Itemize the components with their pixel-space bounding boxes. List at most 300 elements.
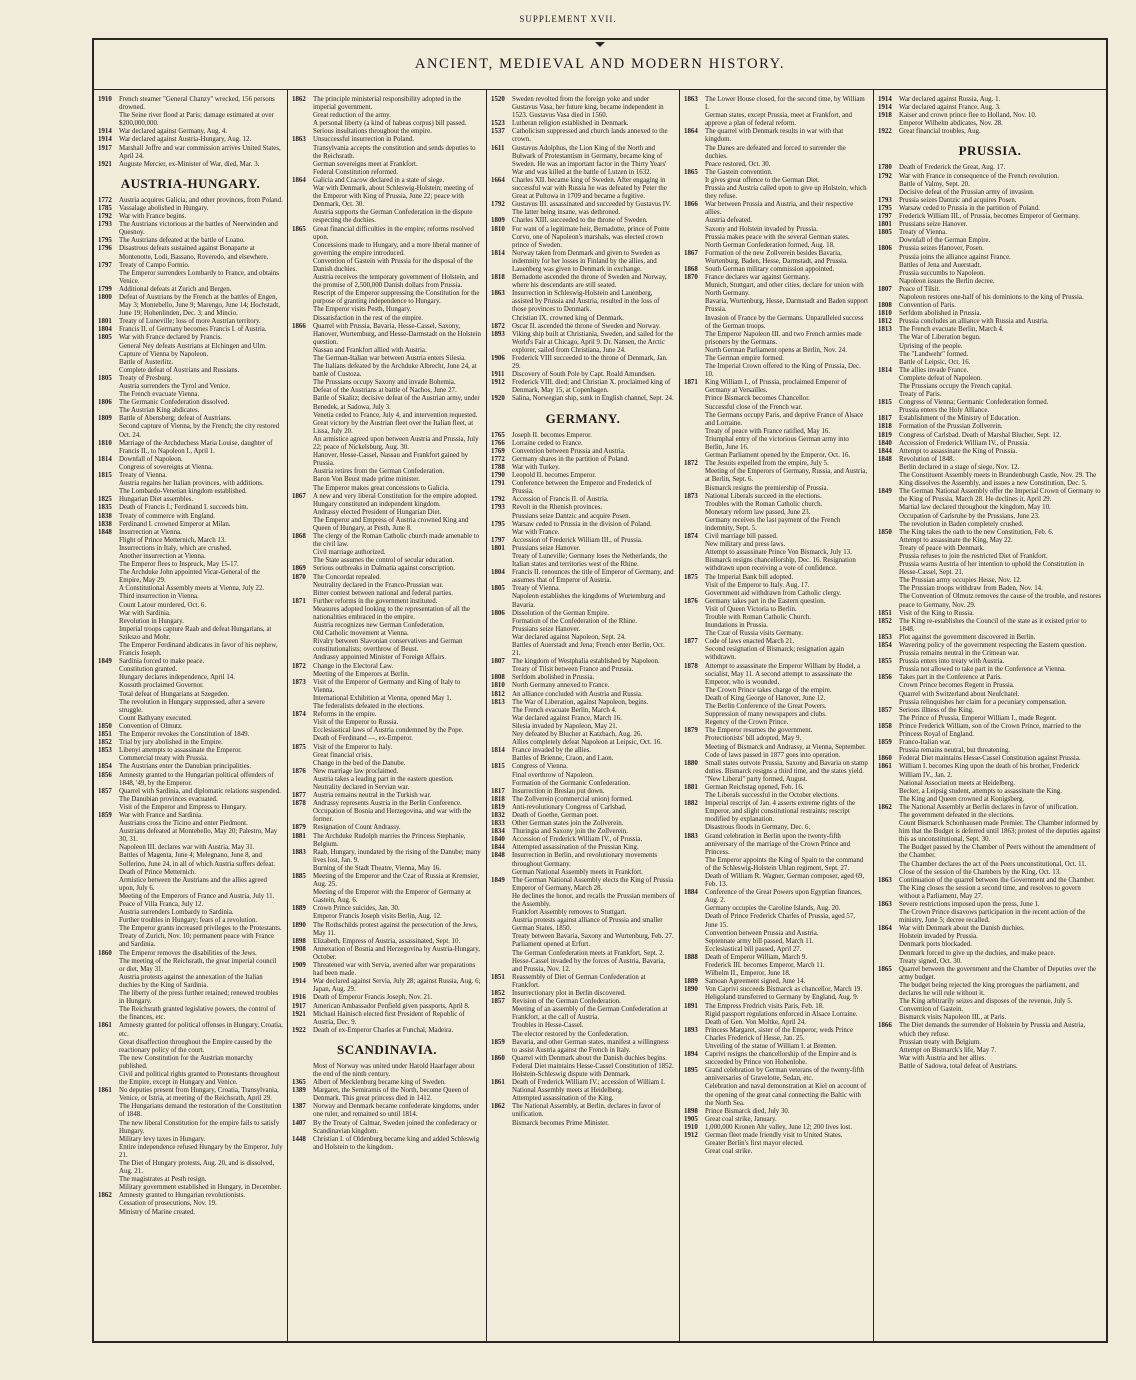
entry-year (684, 735, 705, 743)
history-entry (98, 464, 283, 472)
history-entry (684, 646, 869, 662)
entry-year: 1851 (878, 609, 892, 617)
history-entry (684, 857, 869, 873)
entry-year (684, 938, 705, 946)
history-entry (491, 974, 675, 990)
history-entry (292, 590, 482, 598)
entry-text: The Reichsrath granted legislative powers, the control of the finances, etc. (119, 1006, 276, 1022)
entry-year: 1838 (98, 512, 112, 520)
entry-year (292, 306, 313, 314)
entry-text: 1,000,000 Kronen Ahr valley, June 12; 200 lives lost. (705, 1123, 852, 1131)
history-entry (292, 582, 482, 590)
entry-text: The German National Assembly offer the Imperial Crown of Germany to the King of Prussia, March 28. He declines it, April 29. (899, 488, 1101, 504)
entry-year: 1792 (491, 201, 505, 209)
history-entry (684, 468, 869, 484)
entry-text: The King re-establishes the Council of the state as it existed prior to 1848. (899, 617, 1087, 633)
entry-text: Civil and political rights granted to Protestants throughout the Empire, except in Hungary and Venice. (119, 1070, 280, 1087)
entry-year (292, 654, 313, 662)
entry-text: The Gastein convention. (705, 168, 773, 176)
entry-year (292, 622, 313, 630)
entry-year: 1840 (878, 439, 892, 447)
entry-year (684, 913, 705, 929)
entry-year (878, 820, 899, 844)
entry-text: Visit of the Emperor to Italy. (313, 743, 393, 751)
entry-year (98, 828, 119, 844)
entry-text: Conference between the Emperor and Frederick of Prussia. (512, 480, 652, 496)
entry-text: Cessation of prosecutions, Nov. 19. (119, 1200, 217, 1208)
entry-text: The Danubian provinces evacuated. (119, 795, 218, 803)
entry-text: Anti-revolutionary Congress of Carlsbad. (512, 803, 627, 811)
history-entry (98, 1071, 283, 1087)
entry-text: General Ney defeats Austrians at Elchingen and Ulm. (119, 342, 267, 350)
column-3 (487, 90, 680, 1341)
entry-year (292, 476, 313, 484)
entry-year: 1863 (878, 901, 892, 908)
entry-text: The German-Italian war between Austria enters Silesia. (313, 355, 466, 362)
entry-year (98, 1184, 119, 1192)
history-entry (98, 585, 283, 593)
entry-text: Great reduction of the army. (313, 112, 391, 120)
entry-text: Second resignation of Bismarck; resignation again withdrawn. (705, 646, 845, 662)
history-entry (292, 598, 482, 606)
section-heading: GERMANY. (545, 410, 621, 426)
entry-year: 1863 (684, 96, 698, 103)
entry-text: Prussia warns Austria of her intention to uphold the Constitution in Hesse-Cassel, Sept. 21. (899, 561, 1084, 577)
history-entry (878, 666, 1102, 674)
entry-year: 1914 (878, 96, 892, 103)
history-entry (98, 666, 283, 674)
entry-text: Ministry of Marine created. (119, 1208, 196, 1216)
entry-text: The revolution in Hungary suppressed, after a severe struggle. (119, 698, 265, 714)
history-entry (878, 715, 1102, 723)
entry-year (878, 577, 899, 585)
entry-text: Change in the bed of the Danube. (313, 759, 406, 767)
entry-year (292, 760, 313, 768)
section-heading: SCANDINAVIA. (336, 1041, 438, 1057)
history-entry (878, 229, 1102, 237)
entry-text: The Seine river flood at Paris; damage estimated at over $200,000,000. (119, 112, 274, 128)
history-entry (491, 634, 675, 642)
entry-text: Convention of Gastein with Prussia for the disposal of the Danish duchies. (313, 257, 473, 273)
entry-text: Emperor Francis Joseph visits Berlin, Aug. 12. (313, 913, 442, 921)
entry-year (878, 391, 899, 399)
history-entry (684, 112, 869, 128)
history-entry (491, 828, 675, 836)
history-entry (292, 509, 482, 517)
entry-text: Quarrel with Sardinia, and diplomatic relations suspended. (119, 787, 281, 795)
entry-text: Constitution granted. (119, 666, 178, 674)
entry-year (878, 780, 899, 788)
entry-year (98, 112, 119, 128)
history-entry (878, 812, 1102, 820)
entry-text: Nassau and Frankfort allied with Austria. (313, 346, 427, 354)
entry-text: An armistice agreed upon between Austria and Prussia, July 22; peace of Nickelsburg, Aug. 30. (313, 435, 479, 452)
history-entry (878, 440, 1102, 448)
entry-text: Hungary constituted an independent kingdom. (313, 500, 441, 508)
history-entry (878, 634, 1102, 642)
entry-year (292, 808, 313, 824)
entry-text: The Prince of Prussia, Emperor William I., made Regent. (899, 714, 1057, 722)
history-entry (878, 691, 1102, 699)
history-frame (92, 38, 1108, 1343)
entry-year: 1814 (878, 366, 892, 374)
entry-year (878, 553, 899, 561)
entry-year (878, 585, 899, 593)
entry-text: Treaty of Luneville; loss of more Austrian territory. (119, 318, 261, 326)
entry-text: Andrassy represents Austria in the Berlin Conference. (313, 800, 462, 808)
history-entry (98, 1022, 283, 1038)
entry-text: Warsaw ceded to Prussia in the partition of Poland. (899, 204, 1040, 212)
entry-text: German Reichstag opened, Feb. 16. (705, 783, 804, 791)
entry-text: Holstein-Schleswig dispute with Denmark. (512, 1070, 631, 1078)
entry-text: The French evacuate Berlin, March 4. (512, 706, 617, 714)
entry-text: Formation of the Confederation of the Rhine. (512, 617, 637, 625)
entry-text: The Emperor Ferdinand abdicates in favor of his nephew, Francis Joseph. (119, 642, 278, 658)
history-entry (98, 553, 283, 561)
entry-text: Third insurrection in Vienna. (119, 593, 199, 601)
entry-year (684, 1011, 705, 1019)
entry-text: Entire independence refused Hungary by the Emperor, July 21. (119, 1143, 283, 1159)
history-entry (292, 695, 482, 703)
entry-year (684, 331, 705, 347)
entry-text: Great financial crisis. (313, 751, 373, 759)
history-entry (491, 323, 675, 331)
entry-text: Prussia concludes an alliance with Russia and Austria. (899, 318, 1049, 326)
entry-text: Imperial rescript of Jan. 4 asserts extreme rights of the Emperor, and slight constitutional restraints; rescript modified by explanation. (705, 800, 856, 824)
entry-year (98, 674, 119, 682)
entry-year (292, 509, 313, 517)
entry-text: The Imperial Crown offered to the King of Prussia, Dec. 10. (705, 363, 861, 379)
entry-text: Prussians seize Hanover. (899, 221, 968, 229)
entry-year: 1861 (98, 1022, 112, 1030)
history-entry (98, 682, 283, 690)
entry-text: Hungarian Diet assembles. (119, 496, 194, 504)
history-entry (684, 169, 869, 177)
history-entry (878, 682, 1102, 690)
entry-text: Invasion of France by the Germans. Unparalleled success of the German troops. (705, 314, 864, 330)
entry-year: 1818 (878, 423, 892, 431)
entry-year: 1866 (878, 1022, 892, 1030)
history-entry (491, 440, 675, 448)
entry-text: Plot against the government discovered in Berlin. (899, 633, 1036, 641)
entry-text: Austria defeated. (705, 217, 753, 225)
entry-year: 1872 (292, 662, 306, 670)
history-entry (491, 723, 675, 731)
entry-text: The Emperor makes great concessions to Galicia. (313, 484, 450, 492)
entry-year: 1804 (98, 326, 112, 334)
history-entry (292, 476, 482, 484)
entry-year: 1889 (684, 978, 698, 986)
entry-text: The Austrians enter the Danubian principalities. (119, 763, 252, 771)
entry-year: 1872 (491, 322, 505, 330)
entry-text: Peace of Villa Franca, July 12. (119, 901, 204, 908)
entry-text: Unveiling of the statue of William I. at Bremen. (705, 1042, 838, 1050)
entry-year: 1848 (491, 852, 505, 860)
entry-year: 1810 (491, 225, 505, 233)
history-entry (491, 145, 675, 177)
history-entry (878, 464, 1102, 472)
entry-year (878, 1006, 899, 1014)
history-entry (491, 371, 675, 379)
history-entry (292, 136, 482, 144)
history-entry (98, 128, 283, 136)
entry-text: Bismarck resigns the premiership of Prussia. (705, 484, 829, 492)
entry-text: Severe restrictions imposed upon the press, June 1. (899, 901, 1040, 908)
entry-year: 1885 (292, 873, 306, 880)
entry-year (292, 557, 313, 565)
entry-text: The Zollverein (commercial union) formed. (512, 795, 633, 803)
entry-text: Denmark forced to give up the duchies, and make peace. (899, 949, 1056, 957)
history-entry (491, 1022, 675, 1030)
entry-text: Treaty of Campo Formio. (119, 261, 190, 269)
history-entry (98, 270, 283, 286)
history-entry (98, 545, 283, 553)
entry-text: Congress of Vienna. (512, 763, 568, 771)
history-entry (292, 120, 482, 128)
entry-text: Treaty of Tilsit between France and Prussia. (512, 666, 634, 674)
entry-text: Death of Francis I.; Ferdinand I. succeeds him. (119, 504, 249, 512)
history-entry (292, 913, 482, 921)
entry-text: Serious illness of the King. (899, 706, 974, 714)
entry-year: 1859 (878, 739, 892, 747)
entry-text: Berlin declared in a stage of siege, Nov. 12. (899, 463, 1020, 471)
entry-text: Austria receives the temporary government of Holstein, and the promise of 2,500,000 Danish dollars from Prussia. (313, 274, 479, 290)
entry-text: Bismarck resigns chancellorship, Dec. 16. Resignation withdrawn upon receiving a vote of confidence. (705, 557, 856, 573)
entry-year (684, 857, 705, 873)
entry-year (878, 407, 899, 415)
history-entry (684, 412, 869, 428)
entry-year: 1766 (491, 439, 505, 447)
history-entry (98, 828, 283, 844)
history-entry (684, 436, 869, 452)
entry-text: Treaty of Vienna. (119, 472, 168, 480)
entry-text: German National Assembly meets in Frankfort. (512, 868, 643, 876)
entry-year (98, 869, 119, 877)
entry-text: North German Parliament opens at Berlin, Nov. 24. (705, 346, 847, 354)
entry-text: Lutheran religion established in Denmark. (512, 120, 629, 128)
history-entry (292, 209, 482, 225)
entry-year: 1814 (491, 249, 505, 257)
entry-year: 1864 (878, 925, 892, 933)
entry-year (292, 258, 313, 274)
entry-year (98, 537, 119, 545)
entry-text: The Emperor resumes the government. (705, 727, 813, 735)
entry-text: Battle of Valmy, Sept. 20. (899, 180, 970, 188)
history-entry (98, 326, 283, 334)
entry-year: 1859 (98, 811, 112, 819)
entry-text: Oscar II. ascended the throne of Sweden and Norway. (512, 322, 661, 330)
entry-text: Resignation of Count Andrassy. (313, 824, 401, 832)
entry-text: Frederick VIII succeeded to the throne of Denmark, Jan. 29. (512, 355, 668, 371)
history-entry (684, 1067, 869, 1083)
entry-text: Austria protests against the annexation of the Italian duchies by the King of Sardinia. (119, 973, 263, 989)
entry-text: Martial law declared throughout the kingdom, May 10. (899, 504, 1051, 512)
entry-year (878, 189, 899, 197)
history-entry (878, 950, 1102, 958)
entry-year (292, 630, 313, 638)
entry-year (878, 561, 899, 577)
entry-text: The Prussians occupy the French capital. (899, 383, 1012, 390)
history-entry (878, 375, 1102, 383)
entry-text: Flight of Prince Metternich, March 13. (119, 536, 226, 544)
entry-text: Convention of Gastein. (899, 1006, 964, 1014)
entry-year: 1795 (98, 237, 112, 245)
history-entry (292, 671, 482, 679)
entry-year (98, 626, 119, 642)
entry-year: 1813 (491, 698, 505, 706)
history-entry (98, 804, 283, 812)
entry-year (491, 917, 512, 933)
entry-text: Prussia remains neutral in the Crimean war. (899, 650, 1020, 658)
entry-year: 1537 (491, 128, 505, 136)
entry-year: 1914 (878, 104, 892, 112)
entry-year: 1874 (684, 533, 698, 541)
entry-text: Battles of Auerstadt and Jena; French enter Berlin, Oct. 21. (512, 642, 665, 658)
entry-year: 1871 (684, 379, 698, 387)
history-entry (491, 1063, 675, 1071)
history-entry (878, 278, 1102, 286)
entry-year (684, 606, 705, 614)
history-entry (491, 529, 675, 537)
history-entry (878, 472, 1102, 488)
history-entry (684, 622, 869, 630)
entry-text: Prussia seizes Dantzic and acquires Posen. (899, 196, 1017, 204)
history-entry (684, 582, 869, 590)
entry-year: 1772 (491, 455, 505, 463)
history-entry (292, 306, 482, 314)
entry-text: Prussians seize Hanover. (512, 544, 581, 552)
history-entry (491, 788, 675, 796)
entry-text: Marshall Joffre and war commission arrives United States, April 24. (119, 144, 281, 160)
entry-year: 1814 (98, 455, 112, 463)
entry-year (878, 464, 899, 472)
entry-year (491, 707, 512, 715)
history-entry (878, 610, 1102, 618)
history-entry (878, 561, 1102, 577)
entry-year: 1875 (684, 573, 698, 581)
entry-year (98, 1136, 119, 1144)
history-entry (878, 164, 1102, 172)
entry-year (878, 788, 899, 796)
entry-text: The Chamber declares the act of the Peers unconstitutional, Oct. 11. (899, 860, 1087, 868)
column-2 (288, 90, 487, 1341)
history-entry (98, 286, 283, 294)
entry-year: 1863 (292, 136, 306, 144)
entry-text: Heligoland transferred to Germany by England, Aug. 9. (705, 994, 859, 1002)
entry-text: War declared against Napoleon, Sept. 24. (512, 633, 626, 641)
entry-year: 1861 (491, 1079, 505, 1087)
history-entry (491, 739, 675, 747)
history-entry (98, 618, 283, 626)
entry-text: Bernadotte ascended the throne of Sweden and Norway, where his descendants are still seated. (512, 274, 667, 290)
history-entry (878, 367, 1102, 375)
entry-text: The Budget passed by the Chamber of Peers without the amendment of the Chamber. (899, 844, 1096, 860)
entry-year (292, 485, 313, 493)
entry-year (491, 513, 512, 521)
entry-text: The Constituent Assembly meets in Brandenburgh Castle, Nov. 29. The King dissolves the Assembly, and issues a new Constitution, Dec. 5. (899, 472, 1097, 488)
entry-year (684, 282, 705, 298)
entry-year (292, 549, 313, 557)
history-entry (292, 711, 482, 719)
history-entry (98, 925, 283, 933)
entry-text: William I. becomes King upon the death of his brother, Frederick William IV., Jan. 2. (899, 763, 1080, 779)
entry-year (491, 909, 512, 917)
entry-year (491, 666, 512, 674)
entry-year: 1878 (292, 800, 306, 808)
history-entry (98, 334, 283, 342)
entry-text: Austria recognizes new German Confederation. (313, 622, 445, 630)
entry-text: Great coal strike, January. (705, 1115, 777, 1123)
entry-text: Convention of Paris. (899, 302, 956, 310)
entry-year (684, 145, 705, 161)
entry-text: Ney defeated by Blucher at Katzbach, Aug. 26. (512, 731, 643, 739)
entry-text: Small states outvote Prussia, Saxony and Bavaria on stamp duties. Bismarck resigns a third time, and the states yield. (705, 759, 868, 775)
entry-year: 1805 (878, 229, 892, 237)
entry-text: Attempt to assassinate the King, May 22. (899, 536, 1013, 544)
history-entry (491, 217, 675, 225)
history-entry (878, 658, 1102, 666)
history-entry (684, 978, 869, 986)
entry-year: 1834 (491, 828, 505, 836)
history-entry (684, 161, 869, 169)
history-entry (292, 622, 482, 630)
entry-year (292, 363, 313, 379)
entry-text: Disastrous defeats sustained against Bonaparte at Montenotte, Lodi, Bassano, Roveredo, and elsewhere. (119, 245, 269, 261)
entry-text: Imperial troops capture Raab and defeat Hungarians, at Szikszo and Mohr. (119, 625, 272, 641)
entry-text: Complete defeat of Napoleon. (899, 374, 983, 382)
history-entry (292, 946, 482, 962)
history-entry (98, 112, 283, 128)
entry-text: Great financial difficulties in the empire; reforms resolved upon. (313, 225, 474, 241)
section-heading: PRUSSIA. (958, 143, 1022, 159)
entry-year (491, 723, 512, 731)
history-entry (491, 1095, 675, 1103)
history-entry (491, 852, 675, 868)
history-entry (98, 901, 283, 909)
entry-text: Dissolution of the German Empire. (512, 609, 610, 617)
history-entry (491, 537, 675, 545)
entry-text: Austria retires from the German Confederation. (313, 468, 445, 476)
history-entry (98, 161, 283, 169)
entry-year (684, 298, 705, 314)
history-entry (491, 836, 675, 844)
entry-text: Rigid passport regulations enforced in Alsace Lorraine. (705, 1010, 858, 1018)
entry-year (98, 561, 119, 569)
entry-year (684, 509, 705, 517)
history-entry (878, 504, 1102, 512)
entry-year (98, 958, 119, 974)
entry-year (98, 1176, 119, 1184)
history-entry (98, 1176, 283, 1184)
entry-year (98, 407, 119, 415)
entry-text: War with Sardinia. (119, 609, 171, 617)
entry-text: Neutrality declared in Servian war. (313, 783, 410, 791)
history-entry (292, 347, 482, 355)
entry-text: Kossuth proclaimed Governor. (119, 682, 204, 690)
entry-year (878, 237, 899, 245)
entry-year (491, 1087, 512, 1095)
history-entry (292, 873, 482, 889)
history-entry (98, 950, 283, 958)
entry-text: Takes part in the Conference at Paris. (899, 674, 1003, 682)
entry-year (98, 844, 119, 852)
history-entry (684, 946, 869, 954)
history-entry (684, 970, 869, 978)
entry-text: Annexation of Bosnia and Herzegovina by Austria-Hungary, October. (313, 945, 480, 961)
entry-text: Bavaria, Wurtenburg, Hesse, Darmstadt and Baden support Prussia. (705, 298, 869, 314)
history-entry (491, 893, 675, 909)
entry-year: 1861 (878, 763, 892, 771)
